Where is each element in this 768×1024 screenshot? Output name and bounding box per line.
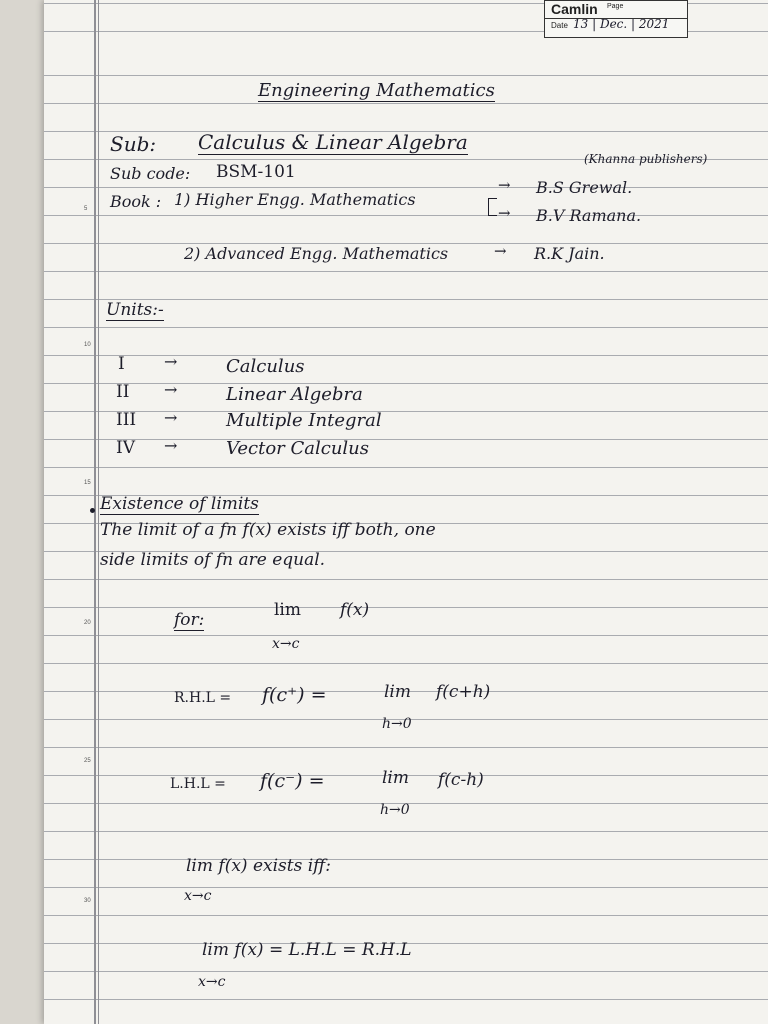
row-number-5: 5 (84, 206, 88, 212)
lim-symbol: lim (274, 600, 301, 620)
arrow-b: → (498, 204, 511, 222)
book-label: Book : (110, 192, 162, 211)
book-item-1: 1) Higher Engg. Mathematics (174, 190, 416, 209)
author-jain: R.K Jain. (534, 244, 605, 263)
subject-label: Sub: (110, 132, 157, 156)
publisher-note: (Khanna publishers) (584, 152, 708, 166)
rhl-h-to-0: h→0 (382, 716, 412, 732)
author-bracket (488, 198, 497, 216)
lhl-h-to-0: h→0 (380, 802, 410, 818)
rhl-body: f(c+h) (436, 682, 491, 702)
unit-2-num: II (116, 382, 130, 402)
row-number-20: 20 (84, 620, 91, 626)
arrow-c: → (494, 242, 507, 260)
units-heading: Units:- (106, 300, 164, 320)
page-label: Page (607, 3, 624, 10)
exists-condition: lim f(x) exists iff: (186, 856, 331, 876)
row-number-10: 10 (84, 342, 91, 348)
bullet-point (90, 508, 95, 513)
unit-1-num: I (118, 354, 125, 374)
notebook-page (44, 0, 768, 1024)
limits-heading: Existence of limits (100, 494, 259, 514)
rhl-label: R.H.L = (174, 690, 232, 706)
brand-label: Camlin (551, 1, 598, 17)
unit-4-name: Vector Calculus (226, 438, 369, 459)
author-ramana: B.V Ramana. (536, 206, 642, 225)
rhl-expression: f(c⁺) = (262, 684, 327, 706)
final-equation: lim f(x) = L.H.L = R.H.L (202, 940, 412, 960)
row-number-15: 15 (84, 480, 91, 486)
subcode-value: BSM-101 (216, 162, 296, 182)
unit-1-name: Calculus (226, 356, 305, 377)
book-item-2: 2) Advanced Engg. Mathematics (184, 244, 449, 263)
limits-line-2: side limits of fn are equal. (100, 550, 326, 570)
for-label: for: (174, 610, 205, 630)
date-value: 13 | Dec. | 2021 (573, 17, 670, 31)
final-x-to-c: x→c (198, 974, 226, 990)
lhl-body: f(c-h) (438, 770, 484, 790)
camlin-header-box (544, 0, 688, 38)
lhl-expression: f(c⁻) = (260, 770, 325, 792)
f-of-x: f(x) (340, 600, 370, 620)
unit-1-arrow: → (164, 352, 178, 371)
row-number-25: 25 (84, 758, 91, 764)
date-label: Date (551, 21, 568, 30)
arrow-a: → (498, 176, 511, 194)
subcode-label: Sub code: (110, 164, 191, 183)
lhl-lim: lim (382, 768, 409, 788)
unit-2-arrow: → (164, 380, 178, 399)
page-title: Engineering Mathematics (258, 80, 495, 101)
limits-line-1: The limit of a fn f(x) exists iff both, one (100, 520, 436, 540)
unit-2-name: Linear Algebra (226, 384, 363, 405)
lhl-label: L.H.L = (170, 776, 226, 792)
unit-3-num: III (116, 410, 137, 430)
exists-x-to-c: x→c (184, 888, 212, 904)
unit-4-num: IV (116, 438, 135, 458)
x-to-c: x→c (272, 636, 300, 652)
row-number-30: 30 (84, 898, 91, 904)
unit-3-arrow: → (164, 408, 178, 427)
author-grewal: B.S Grewal. (536, 178, 633, 197)
unit-4-arrow: → (164, 436, 178, 455)
unit-3-name: Multiple Integral (226, 410, 382, 431)
margin-line-inner (98, 0, 99, 1024)
subject-value: Calculus & Linear Algebra (198, 130, 468, 154)
rhl-lim: lim (384, 682, 411, 702)
